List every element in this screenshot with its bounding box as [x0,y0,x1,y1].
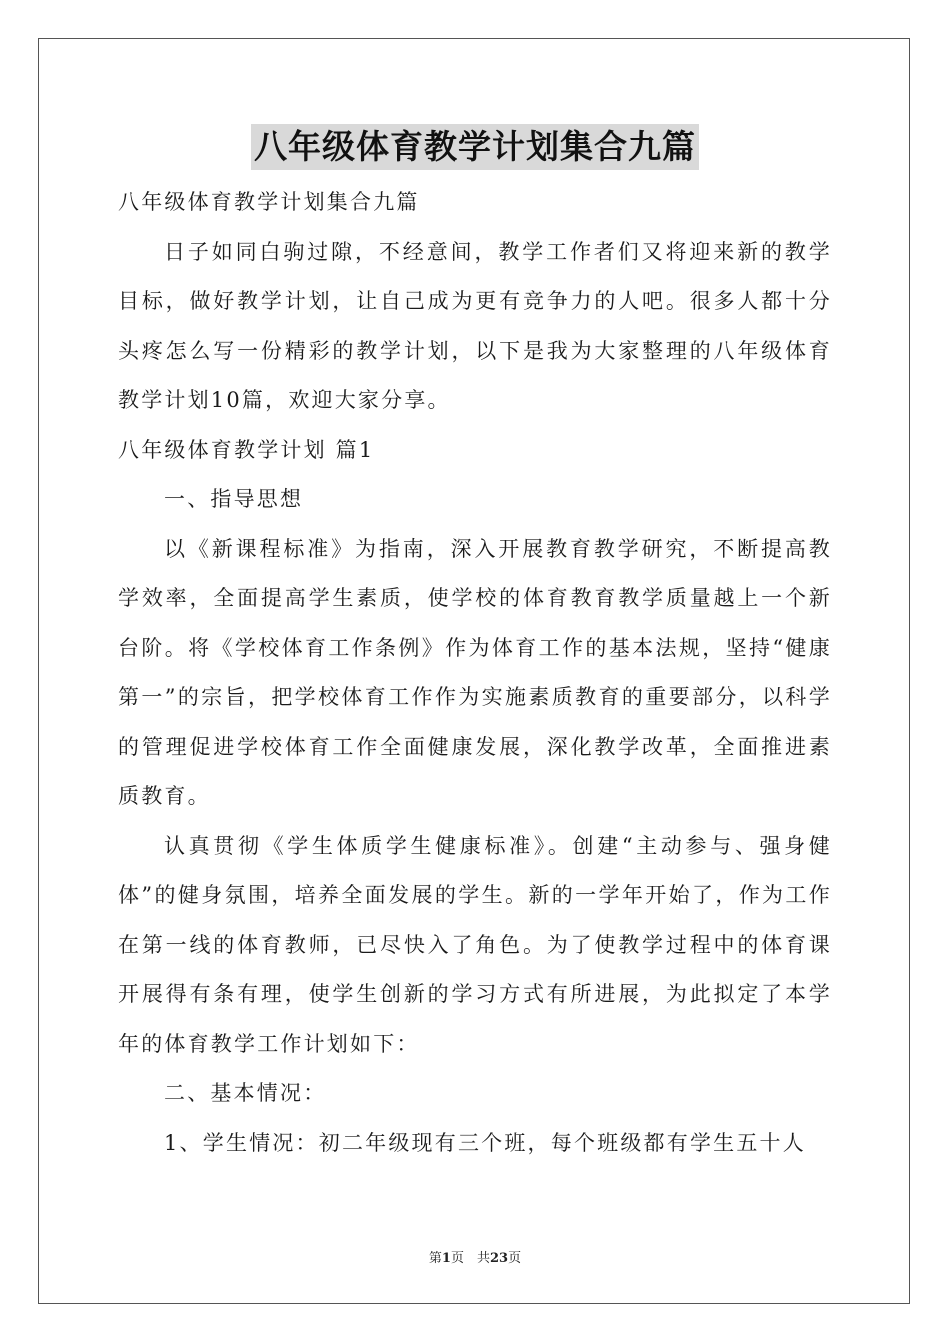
body-paragraph: 日子如同白驹过隙，不经意间，教学工作者们又将迎来新的教学目标，做好教学计划，让自己成为更有竞争力的人吧。很多人都十分头疼怎么写一份精彩的教学计划，以下是我为大家整理的八年级体育教学计划10篇，欢迎大家分享。 [118,239,832,412]
body-paragraph: 八年级体育教学计划集合九篇 [118,190,420,214]
footer-mid: 页 共 [450,1251,490,1266]
footer-page-total: 23 [489,1251,509,1266]
body-paragraph: 认真贯彻《学生体质学生健康标准》。创建“主动参与、强身健体”的健身氛围，培养全面发展的学生。新的一学年开始了，作为工作在第一线的体育教师，已尽快入了角色。为了使教学过程中的体育课开展得有条有理，使学生创新的学习方式有所进展，为此拟定了本学年的体育教学工作计划如下： [118,833,832,1056]
page-footer [0,1247,950,1266]
title-container [0,124,950,170]
document-body [118,178,832,1168]
footer-prefix: 第 [428,1251,442,1266]
body-paragraph: 二、基本情况： [164,1081,327,1105]
body-paragraph: 八年级体育教学计划 篇1 [118,437,375,462]
footer-page-current: 1 [441,1251,451,1266]
body-paragraph: 1、学生情况：初二年级现有三个班，每个班级都有学生五十人 [164,1130,806,1155]
document-title: 八年级体育教学计划集合九篇 [251,124,699,170]
body-paragraph: 一、指导思想 [164,487,304,511]
body-paragraph: 以《新课程标准》为指南，深入开展教育教学研究，不断提高教学效率，全面提高学生素质，使学校的体育教育教学质量越上一个新台阶。将《学校体育工作条例》作为体育工作的基本法规，坚持“健康第一”的宗旨，把学校体育工作作为实施素质教育的重要部分，以科学的管理促进学校体育工作全面健康发展，深化教学改革，全面推进素质教育。 [118,536,832,808]
footer-suffix: 页 [508,1251,522,1266]
